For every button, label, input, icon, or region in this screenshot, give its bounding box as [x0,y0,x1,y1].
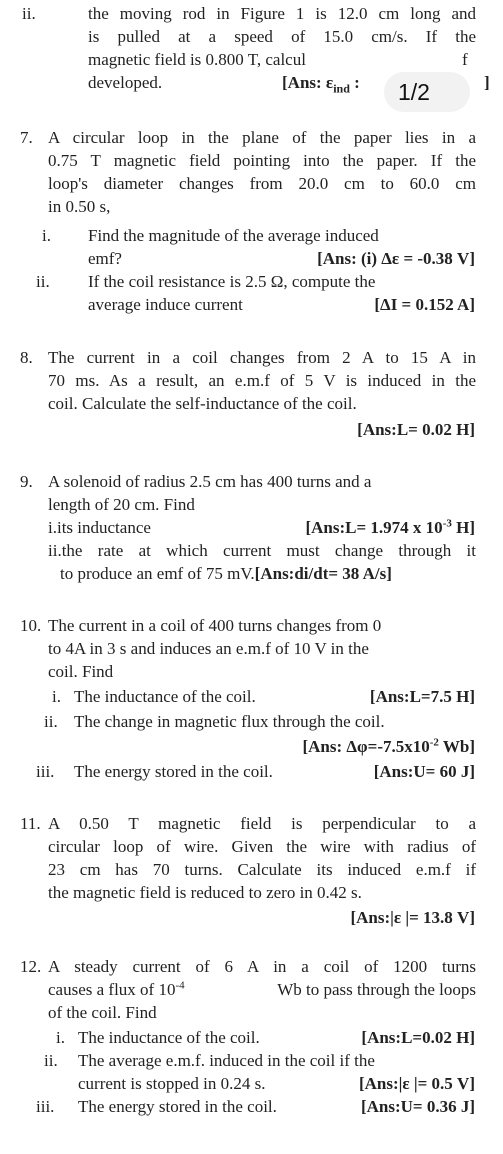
text-line: emf? [88,249,122,268]
text-line: the moving rod in Figure 1 is 12.0 cm long and [88,4,476,23]
answer: [ΔI = 0.152 A] [374,295,475,314]
text-line: in 0.50 s, [48,197,111,216]
text-line: current is stopped in 0.24 s. [78,1074,266,1093]
text-line: the magnetic field is reduced to zero in 0.42 s. [48,883,362,902]
sub-number: i. [42,226,51,245]
text-line: A steady current of 6 A in a coil of 1200 turns [48,957,476,976]
sub-number: ii. [44,1051,58,1070]
answer: [Ans:|ε |= 13.8 V] [350,908,475,927]
question-number: 7. [20,128,33,147]
text-line: coil. Find [48,662,114,681]
text-line: The average e.m.f. induced in the coil if the [78,1051,375,1070]
text-line: The current in a coil changes from 2 A to 15 A in [48,348,476,367]
text-line: length of 20 cm. Find [48,495,195,514]
answer-bracket: ] [484,73,490,92]
text-line: loop's diameter changes from 20.0 cm to 60.0 cm [48,174,476,193]
text-line: A solenoid of radius 2.5 cm has 400 turns and a [48,472,372,491]
page-indicator-label: 1/2 [398,79,430,105]
text-line: magnetic field is 0.800 T, calcul [88,50,306,69]
text-line: Find the magnitude of the average induced [88,226,379,245]
item-number: ii. [22,4,36,23]
answer: [Ans: (i) Δε = -0.38 V] [317,249,475,268]
answer: [Ans:L=0.02 H] [361,1028,475,1047]
text-line: The current in a coil of 400 turns changes from 0 [48,616,382,635]
sub-number: i. [56,1028,65,1047]
text-line: average induce current [88,295,243,314]
answer: [Ans:L=7.5 H] [369,687,475,706]
text-line: A 0.50 T magnetic field is perpendicular to a [48,814,476,833]
text-line: The inductance of the coil. [74,687,256,706]
text-line: developed. [88,73,163,92]
text-line: circular loop of wire. Given the wire with radius of [48,837,476,856]
text-line: coil. Calculate the self-inductance of the coil. [48,394,357,413]
answer: [Ans:di/dt= 38 A/s] [254,564,392,583]
answer: [Ans: $\Delta\varphi=-7.5x10^{-2}$ Wb] [302,736,475,756]
sub-number: iii. [36,762,55,781]
text-line: is pulled at a speed of 15.0 cm/s. If the [88,27,476,46]
answer: [Ans:|ε |= 0.5 V] [358,1074,475,1093]
sub-number: ii. [44,712,58,731]
text-line: of the coil. Find [48,1003,157,1022]
text-line: If the coil resistance is 2.5 Ω, compute the [88,272,376,291]
answer: [Ans:L= 1.974 x $10^{-3}$ H] [305,517,475,537]
text-line: The energy stored in the coil. [78,1097,277,1116]
question-number: 9. [20,472,33,491]
question-number: 8. [20,348,33,367]
text-line: causes a flux of $10^{-4}$ Wb to pass through the loops [48,979,476,999]
question-number: 12. [20,957,42,976]
text-line: f [462,50,468,69]
text-line: to produce an emf of 75 mV.[Ans:di/dt= 38 A/s] [60,564,392,583]
text-line: The energy stored in the coil. [74,762,273,781]
text-line: The inductance of the coil. [78,1028,260,1047]
question-number: 11. [20,814,41,833]
text-line: 70 ms. As a result, an e.m.f of 5 V is induced in the [48,371,476,390]
text-line: The change in magnetic flux through the coil. [74,712,385,731]
text-line: A circular loop in the plane of the paper lies in a [48,128,476,147]
sub-number: i. [52,687,61,706]
text-line: i.its inductance [48,518,151,537]
answer: [Ans:U= 60 J] [373,762,475,781]
text-line: 23 cm has 70 turns. Calculate its induced e.m.f if [48,860,476,879]
sub-number: iii. [36,1097,55,1116]
page-indicator[interactable] [384,72,470,112]
answer: [Ans:L= 0.02 H] [357,420,475,439]
text-line: ii.the rate at which current must change through it [48,541,476,560]
text-line: to 4A in 3 s and induces an e.m.f of 10 V in the [48,639,369,658]
text-line: 0.75 T magnetic field pointing into the paper. If the [48,151,476,170]
sub-number: ii. [36,272,50,291]
answer: [Ans: $\varepsilon_{ind}$ : [282,73,360,96]
answer: [Ans:U= 0.36 J] [360,1097,475,1116]
question-number: 10. [20,616,42,635]
